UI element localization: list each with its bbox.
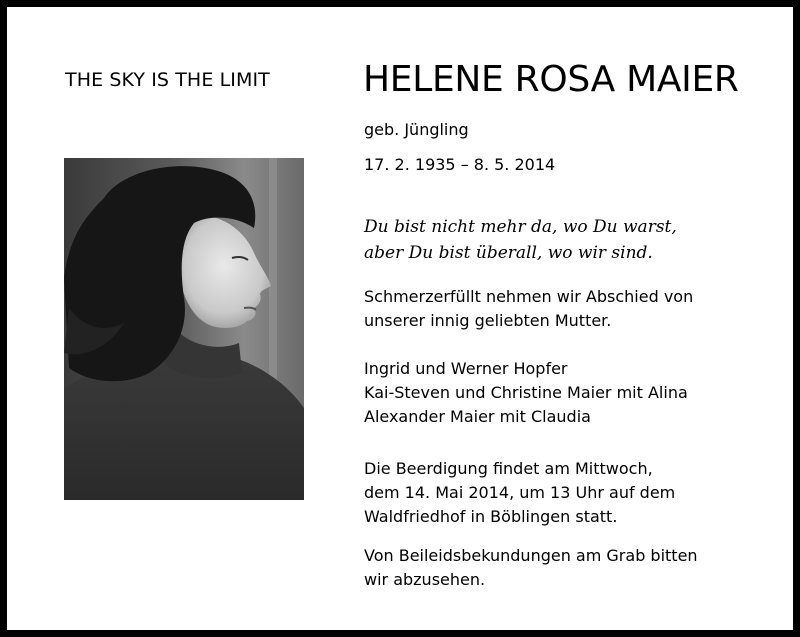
birth-name: geb. Jüngling xyxy=(364,120,469,139)
condolence-line: Von Beileidsbekundungen am Grab bitten xyxy=(364,546,698,565)
life-dates: 17. 2. 1935 – 8. 5. 2014 xyxy=(364,155,556,174)
portrait-photo xyxy=(64,158,304,500)
farewell-line: unserer innig geliebten Mutter. xyxy=(364,311,612,330)
funeral-line: Die Beerdigung findet am Mittwoch, xyxy=(364,459,653,478)
quote-line: Du bist nicht mehr da, wo Du warst, xyxy=(364,217,677,237)
mourner-entry: Ingrid und Werner Hopfer xyxy=(364,359,568,378)
farewell-text xyxy=(364,285,693,333)
farewell-line: Schmerzerfüllt nehmen wir Abschied von xyxy=(364,287,694,306)
mourners-list xyxy=(364,357,688,429)
memorial-quote xyxy=(364,214,677,266)
funeral-line: dem 14. Mai 2014, um 13 Uhr auf dem xyxy=(364,483,676,502)
condolence-line: wir abzusehen. xyxy=(364,570,486,589)
motto: THE SKY IS THE LIMIT xyxy=(65,69,270,91)
mourner-entry: Alexander Maier mit Claudia xyxy=(364,407,591,426)
quote-line: aber Du bist überall, wo wir sind. xyxy=(364,243,653,263)
funeral-line: Waldfriedhof in Böblingen statt. xyxy=(364,507,618,526)
condolence-note xyxy=(364,544,698,592)
deceased-name: HELENE ROSA MAIER xyxy=(363,59,739,100)
funeral-notice xyxy=(364,457,675,529)
mourner-entry: Kai-Steven und Christine Maier mit Alina xyxy=(364,383,688,402)
